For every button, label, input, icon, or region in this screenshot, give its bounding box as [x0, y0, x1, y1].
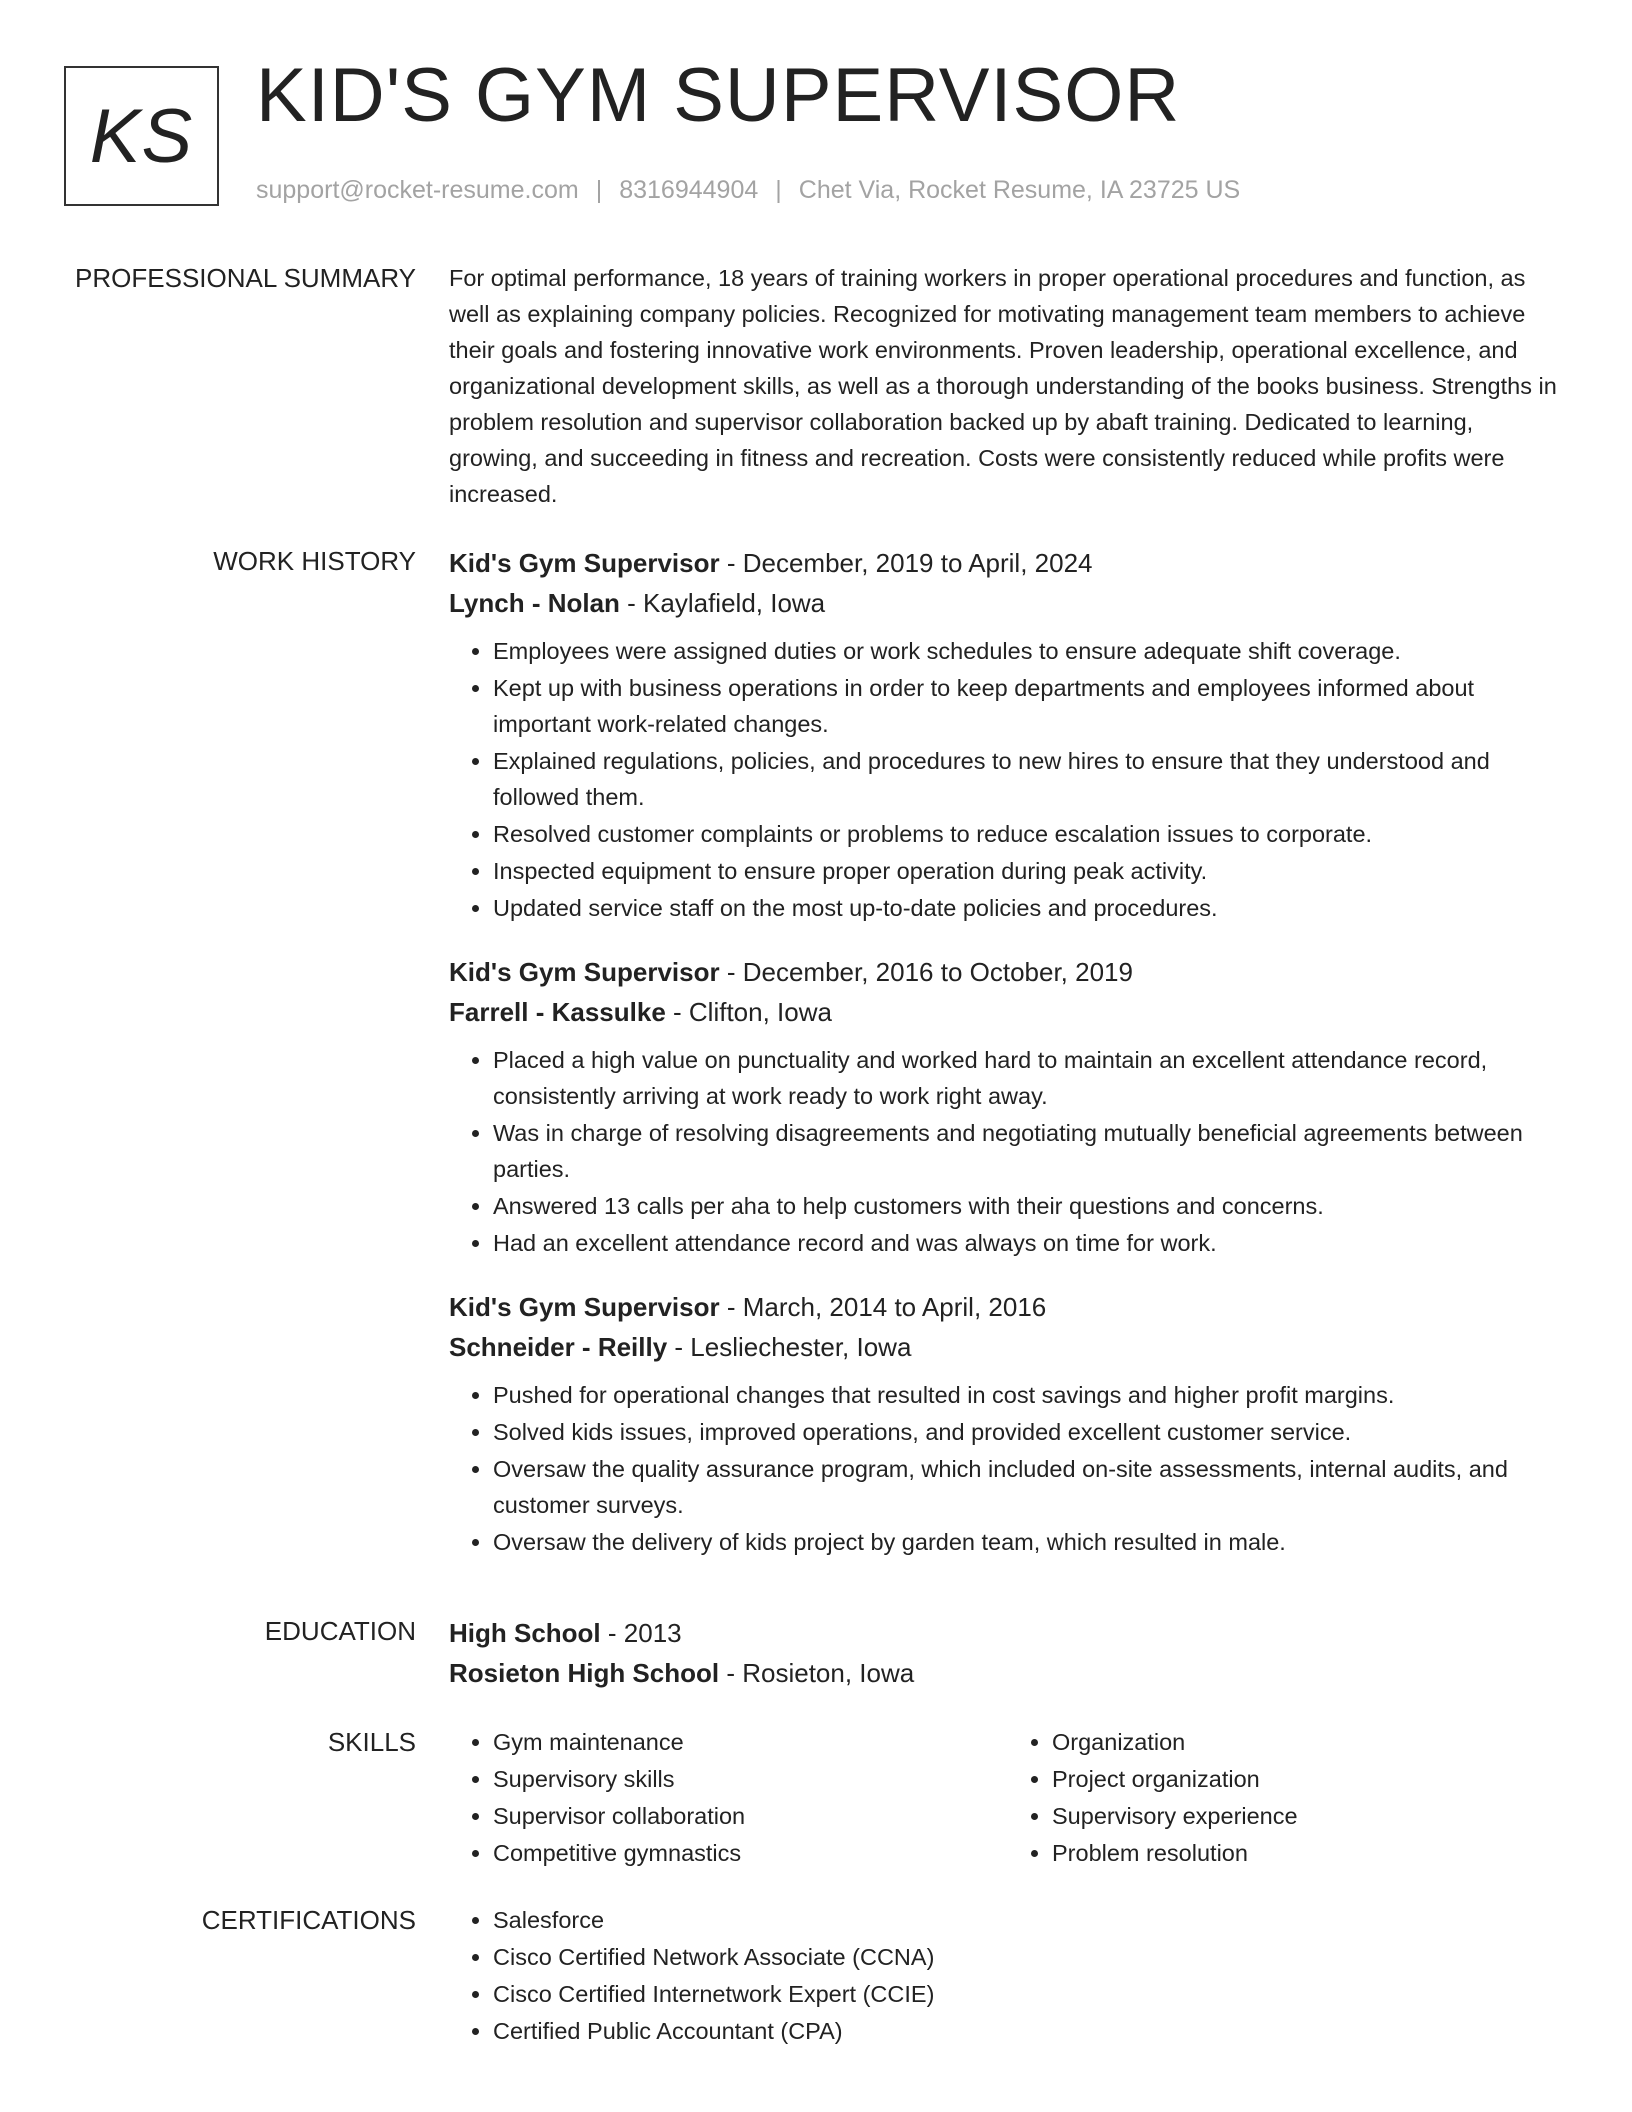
contact-separator: | [595, 176, 603, 204]
skills-list-right [1008, 1724, 1567, 1872]
job-bullet: • Solved kids issues, improved operations, and provided excellent customer service. [493, 1414, 1567, 1450]
contact-phone: 8316944904 [619, 176, 759, 204]
resume-title: KID'S GYM SUPERVISOR [256, 53, 1181, 138]
job-location: - Lesliechester, Iowa [667, 1332, 912, 1362]
job-entry [449, 952, 1567, 1261]
skill-item: • Project organization [1052, 1761, 1567, 1797]
contact-separator: | [775, 176, 782, 204]
job-bullet: • Employees were assigned duties or work schedules to ensure adequate shift coverage. [493, 633, 1567, 669]
job-company: Schneider - Reilly [449, 1332, 668, 1362]
job-company: Farrell - Kassulke [449, 997, 666, 1027]
job-bullet: • Updated service staff on the most up-to-date policies and procedures. [493, 890, 1567, 926]
skills-columns [449, 1724, 1567, 1872]
section-label: EDUCATION [264, 1616, 416, 1646]
job-title: Kid's Gym Supervisor [449, 548, 720, 578]
job-bullet: • Was in charge of resolving disagreements and negotiating mutually beneficial agreements between parties. [493, 1115, 1567, 1187]
job-entry [449, 1287, 1567, 1560]
job-title-line [449, 1287, 1567, 1327]
contact-line [256, 176, 1240, 205]
job-bullet: • Inspected equipment to ensure proper operation during peak activity. [493, 853, 1567, 889]
job-title-line [449, 543, 1567, 583]
job-bullet: • Resolved customer complaints or problems to reduce escalation issues to corporate. [493, 816, 1567, 852]
contact-email: support@rocket-resume.com [256, 176, 579, 204]
skill-item: • Gym maintenance [493, 1724, 1008, 1760]
education-school-line [449, 1653, 1567, 1693]
certifications-list [449, 1902, 1567, 2049]
skills-list-left [449, 1724, 1008, 1872]
job-bullets [449, 1377, 1567, 1560]
education-location: - Rosieton, Iowa [719, 1658, 915, 1688]
job-bullet: • Placed a high value on punctuality and worked hard to maintain an excellent attendance record, consistently arriving at work ready to work right away. [493, 1042, 1567, 1114]
job-bullets [449, 1042, 1567, 1261]
section-label: WORK HISTORY [213, 546, 416, 576]
job-title: Kid's Gym Supervisor [449, 957, 720, 987]
certification-item: • Cisco Certified Internetwork Expert (CCIE) [493, 1976, 1567, 2012]
skill-item: • Supervisor collaboration [493, 1798, 1008, 1834]
job-bullet: • Explained regulations, policies, and procedures to new hires to ensure that they understood and followed them. [493, 743, 1567, 815]
job-dates: - December, 2016 to October, 2019 [719, 957, 1133, 987]
skill-item: • Competitive gymnastics [493, 1835, 1008, 1871]
job-dates: - December, 2019 to April, 2024 [719, 548, 1093, 578]
education-degree-line [449, 1613, 1567, 1653]
skill-item: • Organization [1052, 1724, 1567, 1760]
section-label: SKILLS [327, 1727, 416, 1757]
job-bullet: • Kept up with business operations in order to keep departments and employees informed about important work-related changes. [493, 670, 1567, 742]
education-degree: High School [449, 1618, 601, 1648]
job-bullet: • Pushed for operational changes that resulted in cost savings and higher profit margins. [493, 1377, 1567, 1413]
job-bullet: • Had an excellent attendance record and was always on time for work. [493, 1225, 1567, 1261]
section-label: CERTIFICATIONS [201, 1905, 416, 1935]
job-bullets [449, 633, 1567, 926]
section-label: PROFESSIONAL SUMMARY [75, 263, 416, 293]
certification-item: • Cisco Certified Network Associate (CCNA) [493, 1939, 1567, 1975]
skill-item: • Problem resolution [1052, 1835, 1567, 1871]
job-location: - Kaylafield, Iowa [619, 588, 826, 618]
job-company-line [449, 583, 1567, 623]
job-bullet: • Oversaw the delivery of kids project by garden team, which resulted in male. [493, 1524, 1567, 1560]
skill-item: • Supervisory skills [493, 1761, 1008, 1797]
job-location: - Clifton, Iowa [665, 997, 832, 1027]
job-company-line [449, 1327, 1567, 1367]
job-company: Lynch - Nolan [449, 588, 620, 618]
job-title-line [449, 952, 1567, 992]
education-year: - 2013 [600, 1618, 682, 1648]
certification-item: • Certified Public Accountant (CPA) [493, 2013, 1567, 2049]
education-school: Rosieton High School [449, 1658, 720, 1688]
job-list [449, 543, 1567, 1586]
job-company-line [449, 992, 1567, 1032]
skill-item: • Supervisory experience [1052, 1798, 1567, 1834]
job-bullet: • Answered 13 calls per aha to help customers with their questions and concerns. [493, 1188, 1567, 1224]
initials-monogram [64, 66, 219, 206]
job-dates: - March, 2014 to April, 2016 [719, 1292, 1047, 1322]
contact-address: Chet Via, Rocket Resume, IA 23725 US [798, 176, 1241, 204]
certification-item: • Salesforce [493, 1902, 1567, 1938]
job-title: Kid's Gym Supervisor [449, 1292, 720, 1322]
summary-text: For optimal performance, 18 years of training workers in proper operational procedures and function, as well as explaining company policies. Recognized for motivating management team members to achieve their goals and fostering innovative work environments. Proven leadership, operational excellence, and organizational development skills, as well as a thorough understanding of the books business. Strengths in problem resolution and supervisor collaboration backed up by abaft training. Dedicated to learning, growing, and succeeding in fitness and recreation. Costs were consistently reduced while profits were increased. [449, 265, 1557, 507]
job-entry [449, 543, 1567, 926]
job-bullet: • Oversaw the quality assurance program, which included on-site assessments, internal audits, and customer surveys. [493, 1451, 1567, 1523]
initials-text: KS [89, 93, 194, 179]
